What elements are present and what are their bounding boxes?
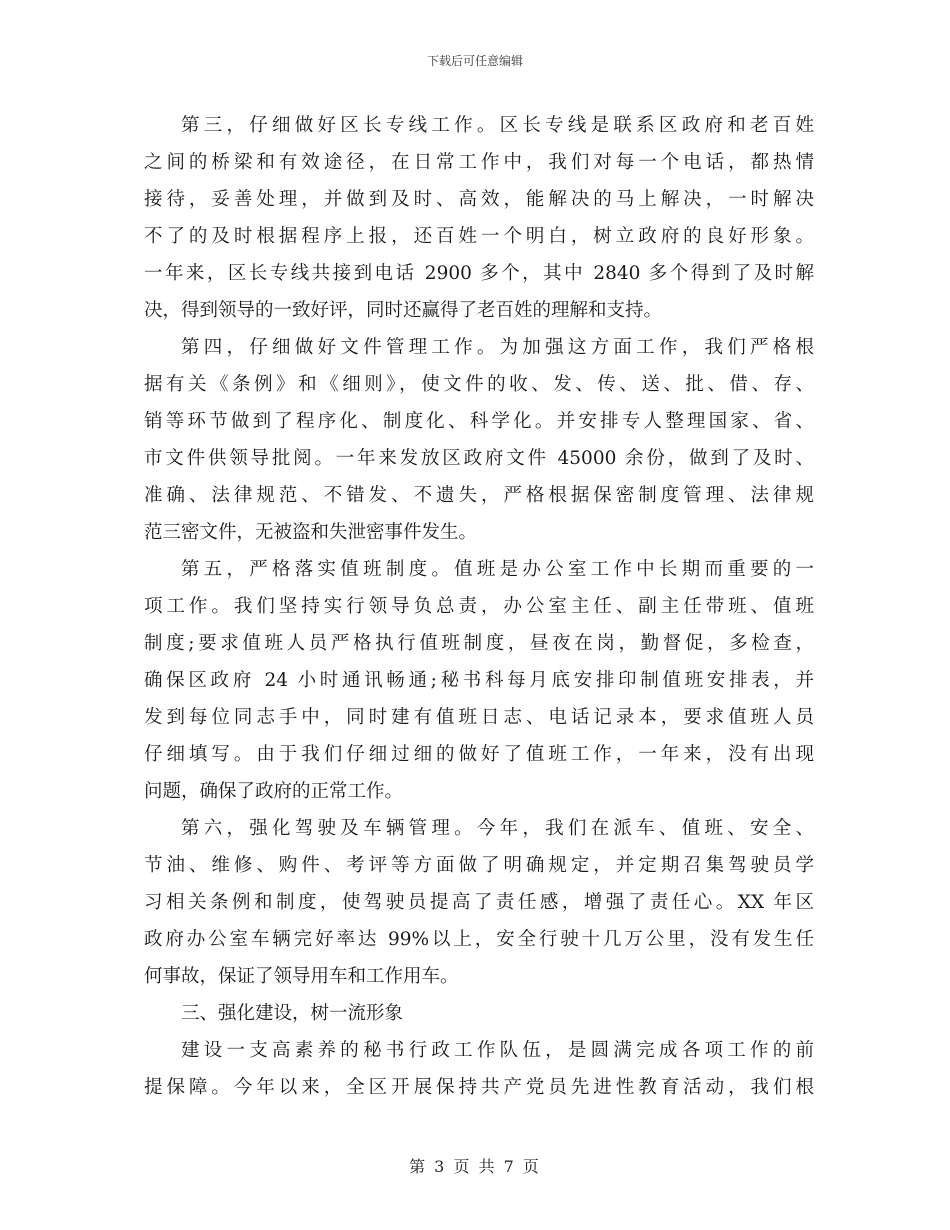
text-line: 之间的桥梁和有效途径，在日常工作中，我们对每一个电话，都热情 bbox=[144, 152, 814, 173]
text-line: 制度;要求值班人员严格执行值班制度，昼夜在岗，勤督促，多检查， bbox=[144, 633, 814, 654]
text-line: 问题，确保了政府的正常工作。 bbox=[144, 781, 404, 802]
page-number-footer: 第 3 页 共 7 页 bbox=[409, 1157, 541, 1176]
text-line: 接待，妥善处理，并做到及时、高效，能解决的马上解决，一时解决 bbox=[144, 189, 814, 210]
text-line: 第三，仔细做好区长专线工作。区长专线是联系区政府和老百姓 bbox=[181, 115, 814, 136]
text-line: 第五，严格落实值班制度。值班是办公室工作中长期而重要的一 bbox=[181, 559, 814, 580]
text-line: 一年来，区长专线共接到电话 2900 多个，其中 2840 多个得到了及时解 bbox=[144, 263, 814, 284]
text-line: 三、强化建设，树一流形象 bbox=[181, 1003, 404, 1024]
document-body bbox=[144, 107, 814, 1106]
text-line: 市文件供领导批阅。一年来发放区政府文件 45000 余份，做到了及时、 bbox=[144, 448, 814, 469]
text-line: 不了的及时根据程序上报，还百姓一个明白，树立政府的良好形象。 bbox=[144, 226, 814, 247]
text-line: 准确、法律规范、不错发、不遗失，严格根据保密制度管理、法律规 bbox=[144, 485, 814, 506]
text-line: 第六，强化驾驶及车辆管理。今年，我们在派车、值班、安全、 bbox=[181, 818, 814, 839]
text-line: 发到每位同志手中，同时建有值班日志、电话记录本，要求值班人员 bbox=[144, 707, 814, 728]
text-line: 政府办公室车辆完好率达 99%以上，安全行驶十几万公里，没有发生任 bbox=[144, 929, 814, 950]
text-line: 习相关条例和制度，使驾驶员提高了责任感，增强了责任心。XX 年区 bbox=[144, 892, 814, 913]
text-line: 决，得到领导的一致好评，同时还赢得了老百姓的理解和支持。 bbox=[144, 300, 663, 321]
text-line: 仔细填写。由于我们仔细过细的做好了值班工作，一年来，没有出现 bbox=[144, 744, 814, 765]
text-line: 据有关《条例》和《细则》，使文件的收、发、传、送、批、借、存、 bbox=[144, 374, 814, 395]
text-line: 建设一支高素养的秘书行政工作队伍，是圆满完成各项工作的前 bbox=[181, 1040, 814, 1061]
page-header-note: 下载后可任意编辑 bbox=[426, 54, 523, 68]
text-line: 何事故，保证了领导用车和工作用车。 bbox=[144, 966, 459, 987]
text-line: 范三密文件，无被盗和失泄密事件发生。 bbox=[144, 522, 478, 543]
text-line: 提保障。今年以来，全区开展保持共产党员先进性教育活动，我们根 bbox=[144, 1077, 814, 1098]
text-line: 项工作。我们坚持实行领导负总责，办公室主任、副主任带班、值班 bbox=[144, 596, 814, 617]
text-line: 销等环节做到了程序化、制度化、科学化。并安排专人整理国家、省、 bbox=[144, 411, 814, 432]
text-line: 节油、维修、购件、考评等方面做了明确规定，并定期召集驾驶员学 bbox=[144, 855, 814, 876]
text-line: 第四，仔细做好文件管理工作。为加强这方面工作，我们严格根 bbox=[181, 337, 814, 358]
text-line: 确保区政府 24 小时通讯畅通;秘书科每月底安排印制值班安排表，并 bbox=[144, 670, 814, 691]
